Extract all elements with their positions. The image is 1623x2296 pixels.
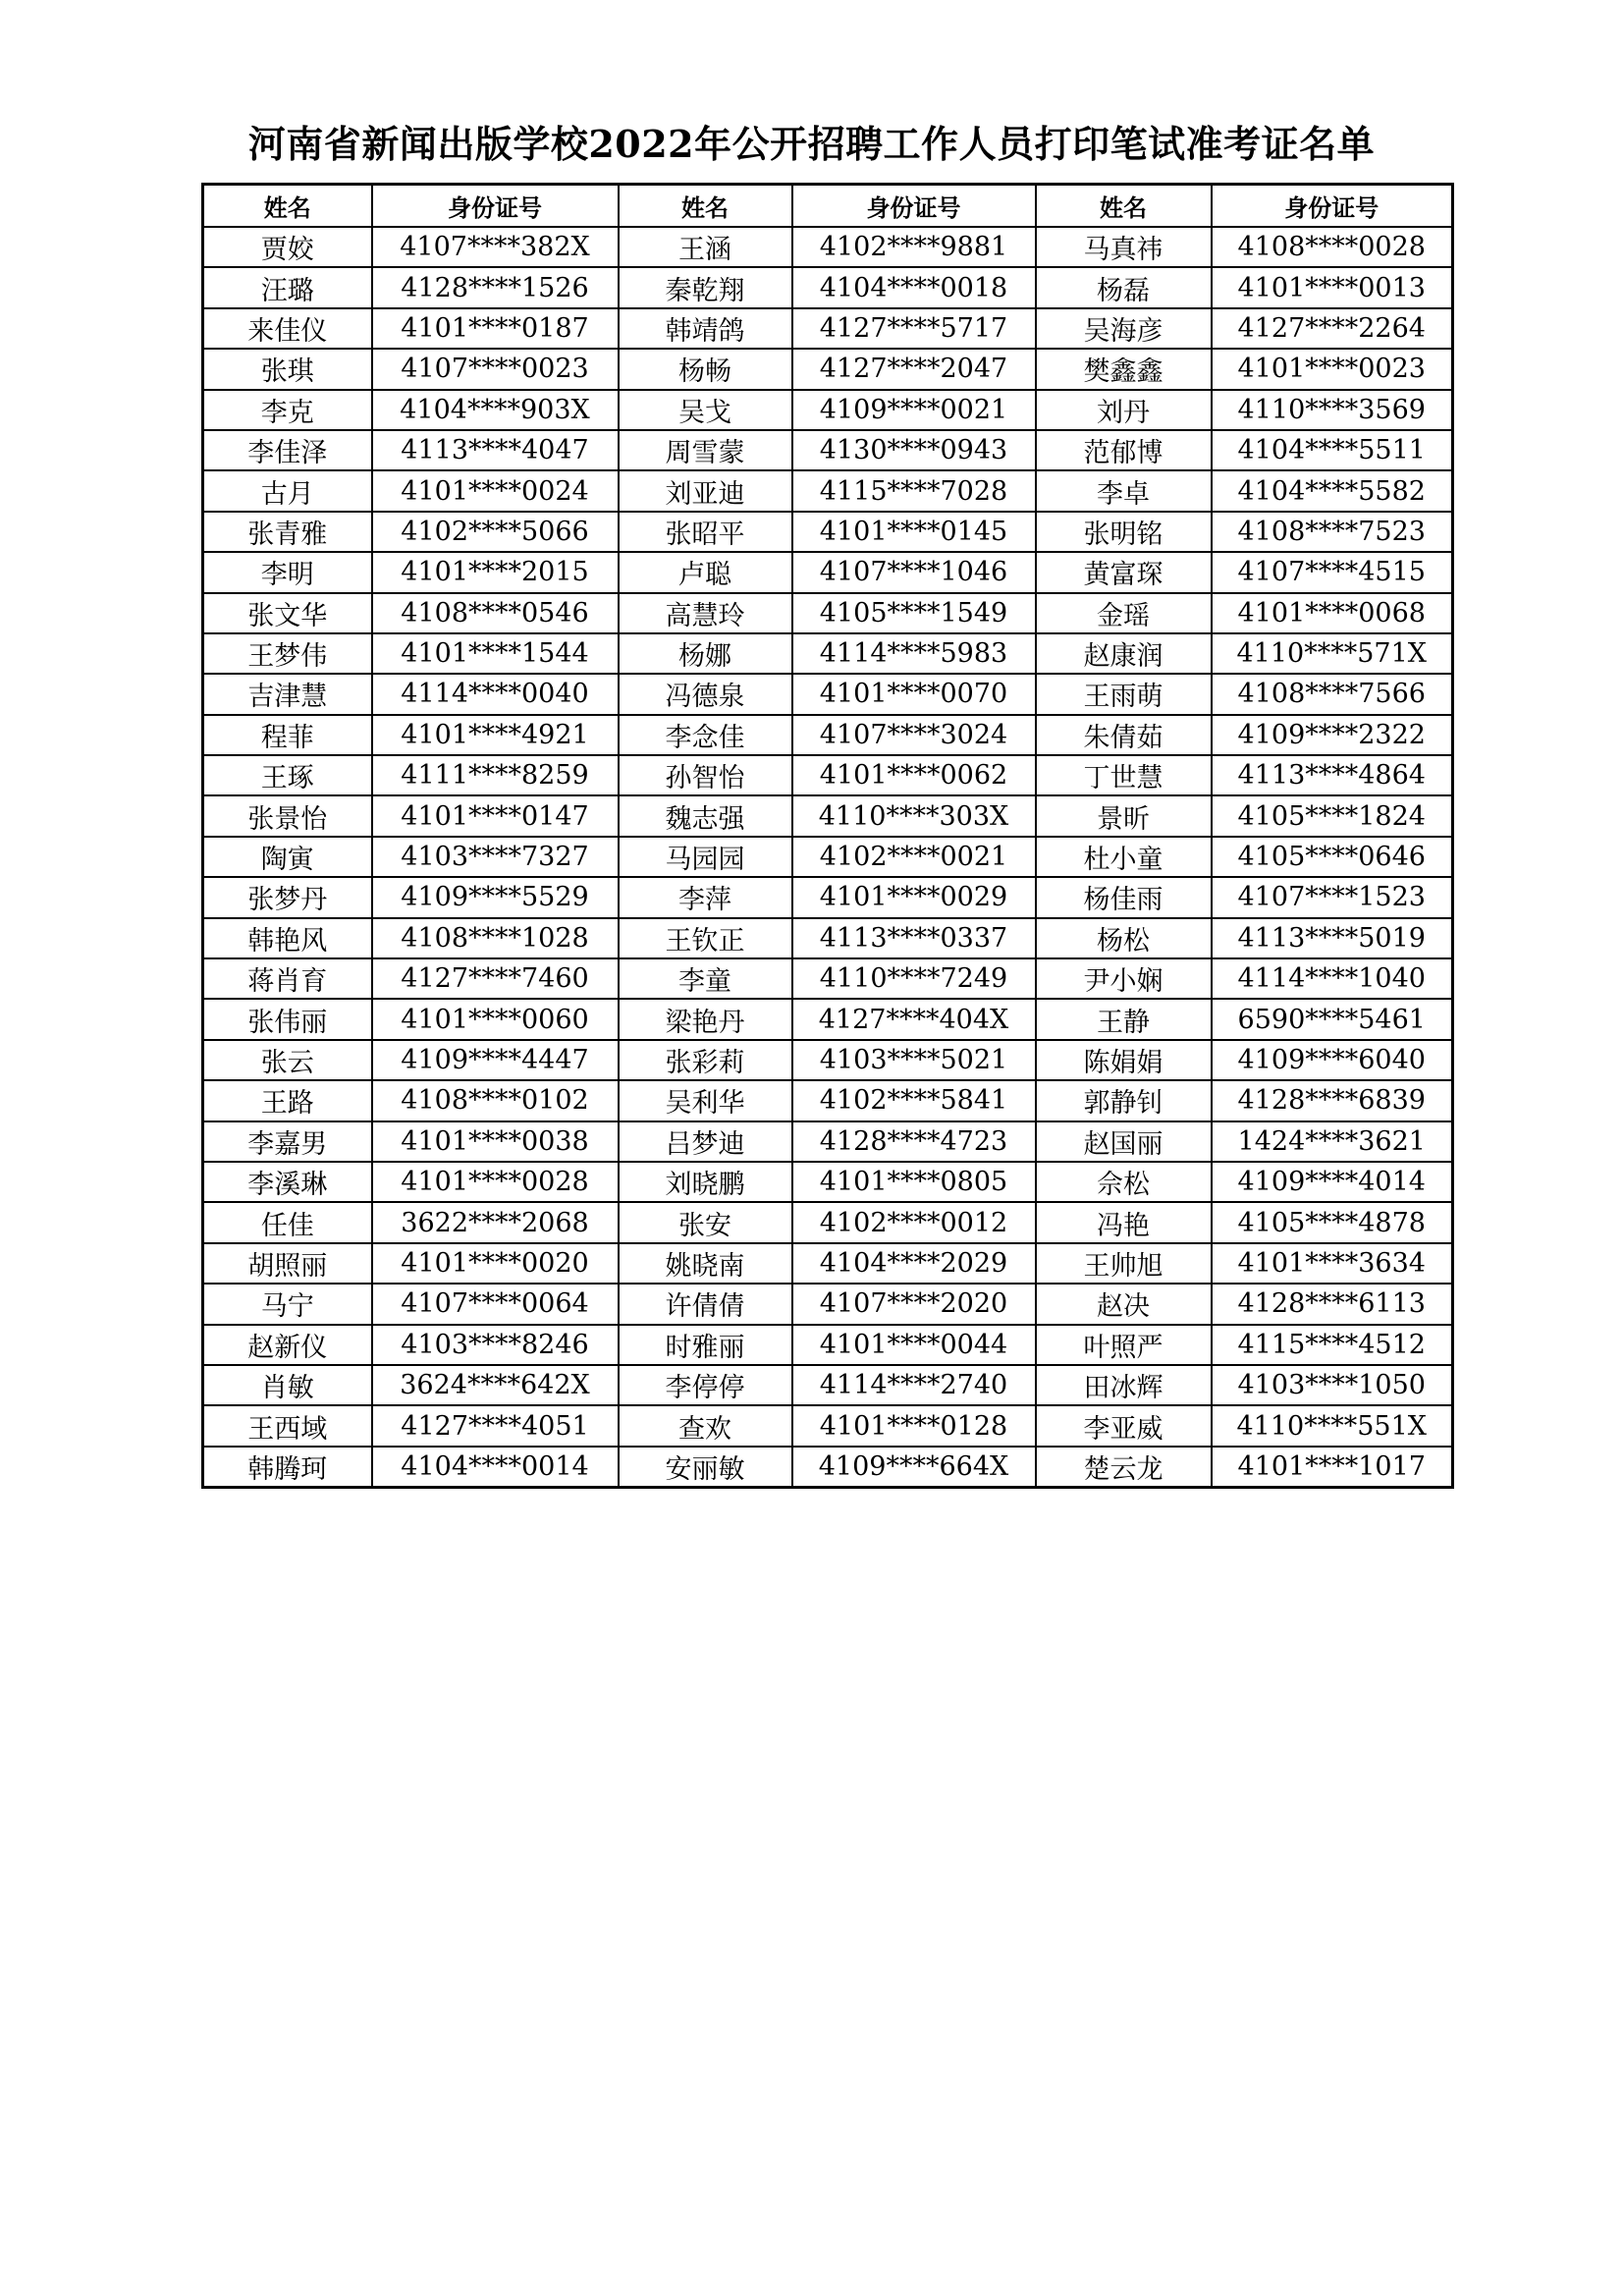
id-cell: 4114****5983 bbox=[792, 633, 1036, 674]
id-cell: 4107****382X bbox=[372, 227, 619, 267]
id-cell: 1424****3621 bbox=[1212, 1121, 1453, 1162]
table-row bbox=[203, 308, 1453, 349]
name-cell: 冯德泉 bbox=[619, 674, 792, 714]
name-cell: 高慧玲 bbox=[619, 593, 792, 633]
name-cell: 刘亚迪 bbox=[619, 470, 792, 511]
id-cell: 4109****664X bbox=[792, 1447, 1036, 1488]
column-header-name-2: 姓名 bbox=[619, 185, 792, 228]
table-row bbox=[203, 958, 1453, 999]
id-cell: 4127****2047 bbox=[792, 349, 1036, 389]
name-cell: 张梦丹 bbox=[203, 877, 372, 917]
id-cell: 4110****303X bbox=[792, 795, 1036, 836]
id-cell: 4101****0070 bbox=[792, 674, 1036, 714]
name-cell: 张明铭 bbox=[1036, 512, 1212, 552]
table-row bbox=[203, 593, 1453, 633]
name-cell: 叶照严 bbox=[1036, 1325, 1212, 1365]
name-cell: 时雅丽 bbox=[619, 1325, 792, 1365]
name-cell: 吴利华 bbox=[619, 1080, 792, 1121]
id-cell: 4101****0028 bbox=[372, 1162, 619, 1202]
name-cell: 李溪琳 bbox=[203, 1162, 372, 1202]
id-cell: 4113****4864 bbox=[1212, 755, 1453, 795]
id-cell: 4101****0020 bbox=[372, 1243, 619, 1284]
name-cell: 樊鑫鑫 bbox=[1036, 349, 1212, 389]
id-cell: 4109****4014 bbox=[1212, 1162, 1453, 1202]
id-cell: 4111****8259 bbox=[372, 755, 619, 795]
roster-table bbox=[201, 183, 1454, 1489]
id-cell: 4105****4878 bbox=[1212, 1202, 1453, 1242]
name-cell: 李卓 bbox=[1036, 470, 1212, 511]
id-cell: 4109****4447 bbox=[372, 1040, 619, 1080]
table-row bbox=[203, 1040, 1453, 1080]
id-cell: 4102****0021 bbox=[792, 837, 1036, 877]
name-cell: 赵决 bbox=[1036, 1284, 1212, 1324]
id-cell: 4103****1050 bbox=[1212, 1365, 1453, 1405]
table-row bbox=[203, 349, 1453, 389]
name-cell: 田冰辉 bbox=[1036, 1365, 1212, 1405]
id-cell: 4101****0013 bbox=[1212, 267, 1453, 307]
table-row bbox=[203, 1202, 1453, 1242]
column-header-name-1: 姓名 bbox=[203, 185, 372, 228]
column-header-name-3: 姓名 bbox=[1036, 185, 1212, 228]
table-row bbox=[203, 999, 1453, 1039]
name-cell: 李克 bbox=[203, 390, 372, 430]
table-row bbox=[203, 1284, 1453, 1324]
id-cell: 4105****0646 bbox=[1212, 837, 1453, 877]
name-cell: 黄富琛 bbox=[1036, 552, 1212, 592]
name-cell: 查欢 bbox=[619, 1405, 792, 1446]
name-cell: 魏志强 bbox=[619, 795, 792, 836]
name-cell: 张青雅 bbox=[203, 512, 372, 552]
name-cell: 程菲 bbox=[203, 715, 372, 755]
name-cell: 秦乾翔 bbox=[619, 267, 792, 307]
name-cell: 张景怡 bbox=[203, 795, 372, 836]
table-row bbox=[203, 1080, 1453, 1121]
id-cell: 4101****4921 bbox=[372, 715, 619, 755]
name-cell: 王琢 bbox=[203, 755, 372, 795]
id-cell: 4103****7327 bbox=[372, 837, 619, 877]
id-cell: 3624****642X bbox=[372, 1365, 619, 1405]
name-cell: 任佳 bbox=[203, 1202, 372, 1242]
table-row bbox=[203, 1121, 1453, 1162]
id-cell: 4127****5717 bbox=[792, 308, 1036, 349]
id-cell: 4101****0805 bbox=[792, 1162, 1036, 1202]
name-cell: 许倩倩 bbox=[619, 1284, 792, 1324]
name-cell: 贾姣 bbox=[203, 227, 372, 267]
name-cell: 李童 bbox=[619, 958, 792, 999]
table-row bbox=[203, 430, 1453, 470]
id-cell: 4110****3569 bbox=[1212, 390, 1453, 430]
name-cell: 胡照丽 bbox=[203, 1243, 372, 1284]
id-cell: 4110****571X bbox=[1212, 633, 1453, 674]
name-cell: 姚晓南 bbox=[619, 1243, 792, 1284]
id-cell: 4101****0147 bbox=[372, 795, 619, 836]
name-cell: 王帅旭 bbox=[1036, 1243, 1212, 1284]
id-cell: 4113****5019 bbox=[1212, 918, 1453, 958]
name-cell: 杨佳雨 bbox=[1036, 877, 1212, 917]
id-cell: 4109****2322 bbox=[1212, 715, 1453, 755]
id-cell: 4115****4512 bbox=[1212, 1325, 1453, 1365]
table-row bbox=[203, 1405, 1453, 1446]
id-cell: 4101****2015 bbox=[372, 552, 619, 592]
name-cell: 周雪蒙 bbox=[619, 430, 792, 470]
id-cell: 3622****2068 bbox=[372, 1202, 619, 1242]
id-cell: 4102****5841 bbox=[792, 1080, 1036, 1121]
table-row bbox=[203, 470, 1453, 511]
name-cell: 李停停 bbox=[619, 1365, 792, 1405]
name-cell: 来佳仪 bbox=[203, 308, 372, 349]
id-cell: 4107****0023 bbox=[372, 349, 619, 389]
id-cell: 4102****5066 bbox=[372, 512, 619, 552]
name-cell: 刘丹 bbox=[1036, 390, 1212, 430]
name-cell: 古月 bbox=[203, 470, 372, 511]
name-cell: 陶寅 bbox=[203, 837, 372, 877]
name-cell: 王涵 bbox=[619, 227, 792, 267]
name-cell: 李亚威 bbox=[1036, 1405, 1212, 1446]
name-cell: 杨松 bbox=[1036, 918, 1212, 958]
id-cell: 4108****0102 bbox=[372, 1080, 619, 1121]
table-row bbox=[203, 267, 1453, 307]
name-cell: 韩靖鸽 bbox=[619, 308, 792, 349]
column-header-id-2: 身份证号 bbox=[792, 185, 1036, 228]
id-cell: 4127****7460 bbox=[372, 958, 619, 999]
id-cell: 4110****7249 bbox=[792, 958, 1036, 999]
name-cell: 王钦正 bbox=[619, 918, 792, 958]
id-cell: 4113****0337 bbox=[792, 918, 1036, 958]
table-row bbox=[203, 227, 1453, 267]
name-cell: 韩腾珂 bbox=[203, 1447, 372, 1488]
name-cell: 张彩莉 bbox=[619, 1040, 792, 1080]
id-cell: 4101****0145 bbox=[792, 512, 1036, 552]
name-cell: 杨畅 bbox=[619, 349, 792, 389]
table-row bbox=[203, 795, 1453, 836]
id-cell: 4109****0021 bbox=[792, 390, 1036, 430]
id-cell: 4108****7566 bbox=[1212, 674, 1453, 714]
id-cell: 4101****0062 bbox=[792, 755, 1036, 795]
id-cell: 4101****1017 bbox=[1212, 1447, 1453, 1488]
name-cell: 赵国丽 bbox=[1036, 1121, 1212, 1162]
name-cell: 李念佳 bbox=[619, 715, 792, 755]
id-cell: 4101****0068 bbox=[1212, 593, 1453, 633]
name-cell: 李萍 bbox=[619, 877, 792, 917]
id-cell: 4101****0128 bbox=[792, 1405, 1036, 1446]
name-cell: 张昭平 bbox=[619, 512, 792, 552]
id-cell: 4101****0060 bbox=[372, 999, 619, 1039]
name-cell: 郭静钊 bbox=[1036, 1080, 1212, 1121]
id-cell: 4109****5529 bbox=[372, 877, 619, 917]
name-cell: 王西域 bbox=[203, 1405, 372, 1446]
id-cell: 4101****0024 bbox=[372, 470, 619, 511]
id-cell: 4101****0029 bbox=[792, 877, 1036, 917]
id-cell: 4127****404X bbox=[792, 999, 1036, 1039]
name-cell: 张琪 bbox=[203, 349, 372, 389]
id-cell: 4108****0546 bbox=[372, 593, 619, 633]
id-cell: 4113****4047 bbox=[372, 430, 619, 470]
name-cell: 赵康润 bbox=[1036, 633, 1212, 674]
id-cell: 4128****6113 bbox=[1212, 1284, 1453, 1324]
table-row bbox=[203, 837, 1453, 877]
id-cell: 4115****7028 bbox=[792, 470, 1036, 511]
id-cell: 4101****0038 bbox=[372, 1121, 619, 1162]
id-cell: 4104****0018 bbox=[792, 267, 1036, 307]
id-cell: 4130****0943 bbox=[792, 430, 1036, 470]
name-cell: 王路 bbox=[203, 1080, 372, 1121]
id-cell: 4104****0014 bbox=[372, 1447, 619, 1488]
table-row bbox=[203, 755, 1453, 795]
name-cell: 韩艳风 bbox=[203, 918, 372, 958]
roster-table-body bbox=[203, 227, 1453, 1488]
name-cell: 佘松 bbox=[1036, 1162, 1212, 1202]
name-cell: 马园园 bbox=[619, 837, 792, 877]
id-cell: 4114****0040 bbox=[372, 674, 619, 714]
name-cell: 马真祎 bbox=[1036, 227, 1212, 267]
name-cell: 丁世慧 bbox=[1036, 755, 1212, 795]
name-cell: 杨磊 bbox=[1036, 267, 1212, 307]
name-cell: 孙智怡 bbox=[619, 755, 792, 795]
id-cell: 4108****1028 bbox=[372, 918, 619, 958]
name-cell: 冯艳 bbox=[1036, 1202, 1212, 1242]
name-cell: 张伟丽 bbox=[203, 999, 372, 1039]
id-cell: 4102****9881 bbox=[792, 227, 1036, 267]
name-cell: 李嘉男 bbox=[203, 1121, 372, 1162]
name-cell: 吉津慧 bbox=[203, 674, 372, 714]
id-cell: 4128****4723 bbox=[792, 1121, 1036, 1162]
table-row bbox=[203, 918, 1453, 958]
name-cell: 陈娟娟 bbox=[1036, 1040, 1212, 1080]
name-cell: 范郁博 bbox=[1036, 430, 1212, 470]
name-cell: 刘晓鹏 bbox=[619, 1162, 792, 1202]
id-cell: 4107****1523 bbox=[1212, 877, 1453, 917]
name-cell: 王静 bbox=[1036, 999, 1212, 1039]
column-header-id-3: 身份证号 bbox=[1212, 185, 1453, 228]
id-cell: 4103****8246 bbox=[372, 1325, 619, 1365]
id-cell: 6590****5461 bbox=[1212, 999, 1453, 1039]
id-cell: 4107****0064 bbox=[372, 1284, 619, 1324]
name-cell: 楚云龙 bbox=[1036, 1447, 1212, 1488]
name-cell: 金瑶 bbox=[1036, 593, 1212, 633]
header-row bbox=[203, 185, 1453, 228]
name-cell: 王雨萌 bbox=[1036, 674, 1212, 714]
page-title: 河南省新闻出版学校2022年公开招聘工作人员打印笔试准考证名单 bbox=[247, 122, 1376, 166]
table-row bbox=[203, 1162, 1453, 1202]
name-cell: 张安 bbox=[619, 1202, 792, 1242]
table-row bbox=[203, 877, 1453, 917]
id-cell: 4114****2740 bbox=[792, 1365, 1036, 1405]
name-cell: 马宁 bbox=[203, 1284, 372, 1324]
id-cell: 4104****5582 bbox=[1212, 470, 1453, 511]
id-cell: 4110****551X bbox=[1212, 1405, 1453, 1446]
id-cell: 4101****1544 bbox=[372, 633, 619, 674]
id-cell: 4103****5021 bbox=[792, 1040, 1036, 1080]
table-row bbox=[203, 633, 1453, 674]
id-cell: 4101****0187 bbox=[372, 308, 619, 349]
id-cell: 4128****1526 bbox=[372, 267, 619, 307]
name-cell: 吴戈 bbox=[619, 390, 792, 430]
id-cell: 4104****2029 bbox=[792, 1243, 1036, 1284]
id-cell: 4105****1549 bbox=[792, 593, 1036, 633]
name-cell: 梁艳丹 bbox=[619, 999, 792, 1039]
name-cell: 卢聪 bbox=[619, 552, 792, 592]
name-cell: 蒋肖育 bbox=[203, 958, 372, 999]
name-cell: 吴海彦 bbox=[1036, 308, 1212, 349]
name-cell: 杜小童 bbox=[1036, 837, 1212, 877]
name-cell: 吕梦迪 bbox=[619, 1121, 792, 1162]
id-cell: 4109****6040 bbox=[1212, 1040, 1453, 1080]
name-cell: 杨娜 bbox=[619, 633, 792, 674]
id-cell: 4104****5511 bbox=[1212, 430, 1453, 470]
column-header-id-1: 身份证号 bbox=[372, 185, 619, 228]
name-cell: 景昕 bbox=[1036, 795, 1212, 836]
id-cell: 4102****0012 bbox=[792, 1202, 1036, 1242]
table-row bbox=[203, 715, 1453, 755]
id-cell: 4101****0044 bbox=[792, 1325, 1036, 1365]
name-cell: 张文华 bbox=[203, 593, 372, 633]
id-cell: 4107****3024 bbox=[792, 715, 1036, 755]
id-cell: 4127****4051 bbox=[372, 1405, 619, 1446]
table-row bbox=[203, 390, 1453, 430]
id-cell: 4108****7523 bbox=[1212, 512, 1453, 552]
id-cell: 4101****3634 bbox=[1212, 1243, 1453, 1284]
table-row bbox=[203, 1447, 1453, 1488]
name-cell: 尹小娴 bbox=[1036, 958, 1212, 999]
name-cell: 安丽敏 bbox=[619, 1447, 792, 1488]
name-cell: 朱倩茹 bbox=[1036, 715, 1212, 755]
table-row bbox=[203, 552, 1453, 592]
id-cell: 4107****1046 bbox=[792, 552, 1036, 592]
id-cell: 4107****4515 bbox=[1212, 552, 1453, 592]
name-cell: 李明 bbox=[203, 552, 372, 592]
table-row bbox=[203, 1365, 1453, 1405]
id-cell: 4101****0023 bbox=[1212, 349, 1453, 389]
id-cell: 4104****903X bbox=[372, 390, 619, 430]
id-cell: 4127****2264 bbox=[1212, 308, 1453, 349]
id-cell: 4128****6839 bbox=[1212, 1080, 1453, 1121]
id-cell: 4114****1040 bbox=[1212, 958, 1453, 999]
name-cell: 张云 bbox=[203, 1040, 372, 1080]
name-cell: 赵新仪 bbox=[203, 1325, 372, 1365]
table-row bbox=[203, 512, 1453, 552]
table-row bbox=[203, 1325, 1453, 1365]
name-cell: 汪璐 bbox=[203, 267, 372, 307]
id-cell: 4107****2020 bbox=[792, 1284, 1036, 1324]
name-cell: 肖敏 bbox=[203, 1365, 372, 1405]
id-cell: 4105****1824 bbox=[1212, 795, 1453, 836]
name-cell: 李佳泽 bbox=[203, 430, 372, 470]
id-cell: 4108****0028 bbox=[1212, 227, 1453, 267]
table-row bbox=[203, 1243, 1453, 1284]
name-cell: 王梦伟 bbox=[203, 633, 372, 674]
table-row bbox=[203, 674, 1453, 714]
